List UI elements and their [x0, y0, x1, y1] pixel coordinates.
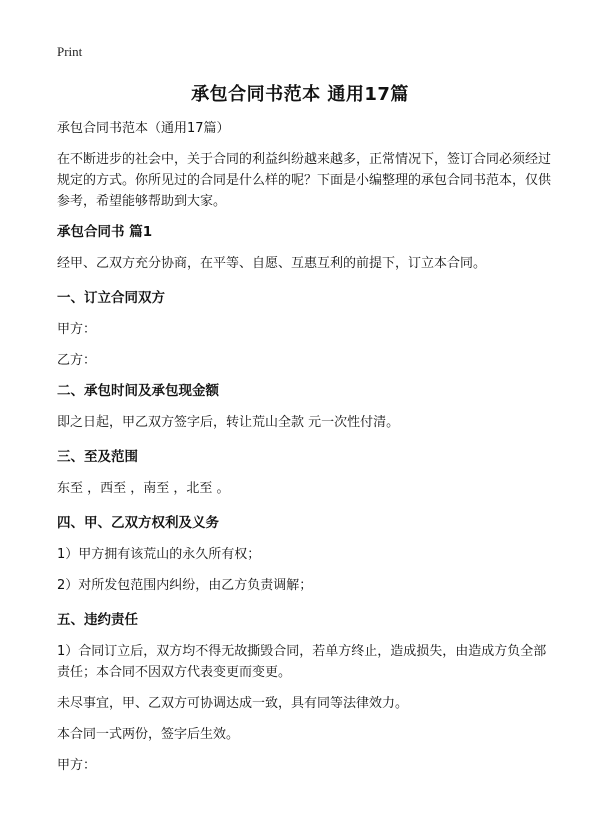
clause-heading-rights: 四、甲、乙双方权利及义务	[57, 515, 219, 531]
copies-paragraph: 本合同一式两份，签字后生效。	[57, 727, 240, 742]
document-body	[57, 118, 557, 786]
document-title: 承包合同书范本 通用17篇	[191, 84, 409, 105]
right-item-2: 2）对所发包范围内纠纷，由乙方负责调解；	[57, 578, 313, 593]
boundaries-paragraph: 东至 ，西至 ，南至 ，北至 。	[57, 481, 230, 496]
clause-heading-breach: 五、违约责任	[57, 612, 138, 628]
clause-heading-parties: 一、订立合同双方	[57, 290, 165, 306]
breach-paragraph: 1）合同订立后，双方均不得无故撕毁合同，若单方终止，造成损失，由造成方负全部责任；本合同不因双方代表变更而变更。	[57, 644, 547, 680]
right-item-1: 1）甲方拥有该荒山的永久所有权；	[57, 547, 261, 562]
party-b-line: 乙方：	[57, 353, 97, 368]
print-link[interactable]: Print	[57, 44, 83, 59]
party-a-line: 甲方：	[57, 322, 97, 337]
payment-paragraph: 即之日起，甲乙双方签字后，转让荒山全款 元一次性付清。	[57, 415, 400, 430]
unresolved-paragraph: 未尽事宜，甲、乙双方可协调达成一致，具有同等法律效力。	[57, 696, 409, 711]
clause-heading-term: 二、承包时间及承包现金额	[57, 383, 219, 399]
preamble-paragraph: 经甲、乙双方充分协商，在平等、自愿、互惠互利的前提下，订立本合同。	[57, 256, 487, 271]
subtitle-text: 承包合同书范本（通用17篇）	[57, 121, 230, 136]
clause-heading-scope: 三、至及范围	[57, 449, 138, 465]
signature-a-line: 甲方：	[57, 758, 97, 773]
section-heading: 承包合同书 篇1	[57, 224, 153, 240]
intro-paragraph: 在不断进步的社会中，关于合同的利益纠纷越来越多，正常情况下，签订合同必须经过规定的方式。你所见过的合同是什么样的呢？下面是小编整理的承包合同书范本，仅供参考，希望能够帮助到大家。	[57, 152, 552, 209]
